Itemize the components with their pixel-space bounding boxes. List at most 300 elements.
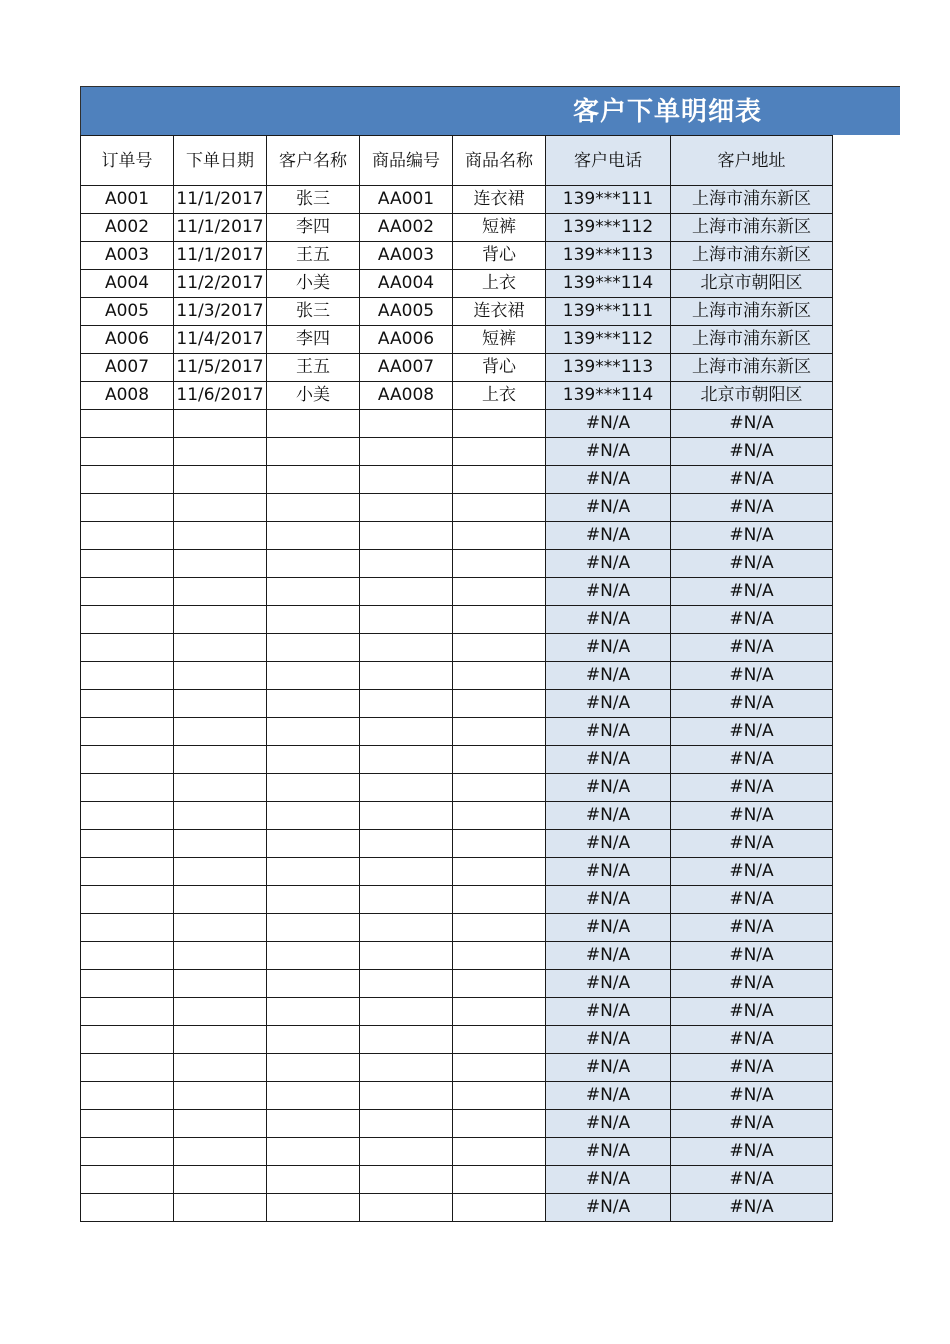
product-name-cell[interactable]: 背心 <box>453 242 546 270</box>
order-id-cell[interactable] <box>81 606 174 634</box>
table-row <box>81 326 833 354</box>
customer-phone-cell[interactable]: #N/A <box>546 550 671 578</box>
order-id-cell[interactable] <box>81 522 174 550</box>
product-name-cell[interactable] <box>453 970 546 998</box>
customer-name-cell[interactable] <box>267 858 360 886</box>
customer-phone-cell[interactable]: #N/A <box>546 746 671 774</box>
order-date-cell[interactable] <box>174 1082 267 1110</box>
customer-name-cell[interactable] <box>267 1166 360 1194</box>
product-id-cell[interactable] <box>360 578 453 606</box>
product-id-cell[interactable] <box>360 438 453 466</box>
product-id-cell[interactable] <box>360 886 453 914</box>
table-row-empty <box>81 634 833 662</box>
customer-address-cell[interactable]: #N/A <box>671 914 833 942</box>
order-date-cell[interactable]: 11/1/2017 <box>174 186 267 214</box>
customer-name-cell[interactable]: 张三 <box>267 298 360 326</box>
product-id-cell[interactable] <box>360 410 453 438</box>
customer-name-cell[interactable]: 小美 <box>267 270 360 298</box>
order-date-cell[interactable] <box>174 774 267 802</box>
product-id-cell[interactable] <box>360 1194 453 1222</box>
customer-address-cell[interactable]: #N/A <box>671 578 833 606</box>
order-id-cell[interactable]: A004 <box>81 270 174 298</box>
product-id-cell[interactable] <box>360 970 453 998</box>
product-id-cell[interactable]: AA005 <box>360 298 453 326</box>
customer-name-cell[interactable] <box>267 410 360 438</box>
customer-phone-cell[interactable]: #N/A <box>546 606 671 634</box>
order-id-cell[interactable] <box>81 550 174 578</box>
customer-phone-cell[interactable]: 139***114 <box>546 382 671 410</box>
order-date-cell[interactable]: 11/1/2017 <box>174 214 267 242</box>
order-date-cell[interactable] <box>174 494 267 522</box>
customer-name-cell[interactable]: 王五 <box>267 354 360 382</box>
customer-address-cell[interactable]: 上海市浦东新区 <box>671 326 833 354</box>
order-date-cell[interactable] <box>174 886 267 914</box>
product-id-cell[interactable] <box>360 1166 453 1194</box>
table-row <box>81 354 833 382</box>
col-header-customer-address[interactable]: 客户地址 <box>671 136 833 186</box>
customer-address-cell[interactable]: #N/A <box>671 718 833 746</box>
product-id-cell[interactable] <box>360 802 453 830</box>
product-name-cell[interactable] <box>453 578 546 606</box>
customer-name-cell[interactable] <box>267 466 360 494</box>
customer-address-cell[interactable]: 上海市浦东新区 <box>671 354 833 382</box>
customer-phone-cell[interactable]: 139***114 <box>546 270 671 298</box>
order-id-cell[interactable] <box>81 970 174 998</box>
table-row-empty <box>81 662 833 690</box>
customer-address-cell[interactable]: 北京市朝阳区 <box>671 382 833 410</box>
product-name-cell[interactable] <box>453 522 546 550</box>
customer-address-cell[interactable]: #N/A <box>671 858 833 886</box>
customer-name-cell[interactable] <box>267 1138 360 1166</box>
customer-phone-cell[interactable]: #N/A <box>546 1110 671 1138</box>
order-id-cell[interactable] <box>81 494 174 522</box>
order-date-cell[interactable]: 11/4/2017 <box>174 326 267 354</box>
customer-address-cell[interactable]: #N/A <box>671 1082 833 1110</box>
customer-address-cell[interactable]: #N/A <box>671 970 833 998</box>
table-row-empty <box>81 942 833 970</box>
product-name-cell[interactable] <box>453 998 546 1026</box>
customer-address-cell[interactable]: #N/A <box>671 634 833 662</box>
order-date-cell[interactable] <box>174 746 267 774</box>
customer-name-cell[interactable] <box>267 578 360 606</box>
customer-phone-cell[interactable]: #N/A <box>546 466 671 494</box>
customer-address-cell[interactable]: #N/A <box>671 438 833 466</box>
product-id-cell[interactable] <box>360 914 453 942</box>
order-id-cell[interactable]: A002 <box>81 214 174 242</box>
table-row-empty <box>81 858 833 886</box>
customer-name-cell[interactable] <box>267 606 360 634</box>
customer-phone-cell[interactable]: #N/A <box>546 914 671 942</box>
product-id-cell[interactable]: AA007 <box>360 354 453 382</box>
customer-phone-cell[interactable]: 139***112 <box>546 326 671 354</box>
product-id-cell[interactable] <box>360 830 453 858</box>
customer-phone-cell[interactable]: #N/A <box>546 774 671 802</box>
table-row-empty <box>81 1138 833 1166</box>
customer-name-cell[interactable] <box>267 1082 360 1110</box>
customer-name-cell[interactable] <box>267 914 360 942</box>
product-id-cell[interactable] <box>360 746 453 774</box>
customer-phone-cell[interactable]: #N/A <box>546 1166 671 1194</box>
order-id-cell[interactable] <box>81 802 174 830</box>
order-id-cell[interactable] <box>81 438 174 466</box>
customer-name-cell[interactable] <box>267 1194 360 1222</box>
order-id-cell[interactable] <box>81 634 174 662</box>
customer-address-cell[interactable]: #N/A <box>671 466 833 494</box>
table-row-empty <box>81 830 833 858</box>
table-row <box>81 298 833 326</box>
customer-address-cell[interactable]: #N/A <box>671 662 833 690</box>
table-row <box>81 186 833 214</box>
customer-phone-cell[interactable]: 139***111 <box>546 186 671 214</box>
table-row <box>81 382 833 410</box>
product-name-cell[interactable] <box>453 494 546 522</box>
customer-address-cell[interactable]: #N/A <box>671 1026 833 1054</box>
customer-address-cell[interactable]: #N/A <box>671 830 833 858</box>
product-id-cell[interactable] <box>360 774 453 802</box>
order-id-cell[interactable] <box>81 662 174 690</box>
customer-name-cell[interactable] <box>267 718 360 746</box>
customer-phone-cell[interactable]: #N/A <box>546 1194 671 1222</box>
col-header-order-date[interactable]: 下单日期 <box>174 136 267 186</box>
order-date-cell[interactable] <box>174 522 267 550</box>
product-id-cell[interactable] <box>360 550 453 578</box>
customer-phone-cell[interactable]: #N/A <box>546 634 671 662</box>
product-name-cell[interactable]: 短裤 <box>453 326 546 354</box>
product-name-cell[interactable] <box>453 550 546 578</box>
customer-name-cell[interactable]: 王五 <box>267 242 360 270</box>
product-id-cell[interactable] <box>360 1054 453 1082</box>
order-date-cell[interactable] <box>174 1026 267 1054</box>
order-table <box>80 135 833 1222</box>
customer-phone-cell[interactable]: 139***112 <box>546 214 671 242</box>
customer-address-cell[interactable]: 上海市浦东新区 <box>671 298 833 326</box>
title-banner <box>80 86 900 135</box>
customer-address-cell[interactable]: #N/A <box>671 802 833 830</box>
customer-name-cell[interactable] <box>267 494 360 522</box>
customer-name-cell[interactable] <box>267 1054 360 1082</box>
customer-phone-cell[interactable]: #N/A <box>546 942 671 970</box>
product-id-cell[interactable]: AA001 <box>360 186 453 214</box>
customer-name-cell[interactable]: 李四 <box>267 326 360 354</box>
product-name-cell[interactable]: 上衣 <box>453 382 546 410</box>
product-id-cell[interactable] <box>360 858 453 886</box>
customer-name-cell[interactable] <box>267 746 360 774</box>
order-date-cell[interactable] <box>174 1110 267 1138</box>
customer-phone-cell[interactable]: #N/A <box>546 830 671 858</box>
customer-phone-cell[interactable]: 139***113 <box>546 354 671 382</box>
table-row <box>81 214 833 242</box>
order-date-cell[interactable] <box>174 830 267 858</box>
product-name-cell[interactable] <box>453 1110 546 1138</box>
order-date-cell[interactable] <box>174 858 267 886</box>
col-header-customer-phone[interactable]: 客户电话 <box>546 136 671 186</box>
col-header-product-name[interactable]: 商品名称 <box>453 136 546 186</box>
product-id-cell[interactable] <box>360 1026 453 1054</box>
customer-phone-cell[interactable]: #N/A <box>546 578 671 606</box>
order-id-cell[interactable] <box>81 942 174 970</box>
customer-name-cell[interactable] <box>267 550 360 578</box>
order-date-cell[interactable] <box>174 550 267 578</box>
product-name-cell[interactable] <box>453 1026 546 1054</box>
order-date-cell[interactable] <box>174 914 267 942</box>
order-id-cell[interactable] <box>81 746 174 774</box>
order-id-cell[interactable]: A007 <box>81 354 174 382</box>
product-name-cell[interactable] <box>453 858 546 886</box>
col-header-order-id[interactable]: 订单号 <box>81 136 174 186</box>
table-row-empty <box>81 1110 833 1138</box>
customer-name-cell[interactable] <box>267 886 360 914</box>
product-name-cell[interactable] <box>453 606 546 634</box>
product-name-cell[interactable] <box>453 634 546 662</box>
product-id-cell[interactable]: AA004 <box>360 270 453 298</box>
customer-address-cell[interactable]: #N/A <box>671 606 833 634</box>
table-row <box>81 270 833 298</box>
customer-address-cell[interactable]: 上海市浦东新区 <box>671 242 833 270</box>
table-row-empty <box>81 1194 833 1222</box>
table-row-empty <box>81 466 833 494</box>
product-name-cell[interactable] <box>453 1166 546 1194</box>
customer-name-cell[interactable] <box>267 1110 360 1138</box>
customer-name-cell[interactable] <box>267 970 360 998</box>
customer-address-cell[interactable]: #N/A <box>671 998 833 1026</box>
order-date-cell[interactable] <box>174 634 267 662</box>
customer-address-cell[interactable]: #N/A <box>671 774 833 802</box>
order-id-cell[interactable] <box>81 1026 174 1054</box>
customer-phone-cell[interactable]: #N/A <box>546 1054 671 1082</box>
order-id-cell[interactable] <box>81 410 174 438</box>
order-date-cell[interactable] <box>174 662 267 690</box>
product-name-cell[interactable] <box>453 914 546 942</box>
table-row <box>81 242 833 270</box>
customer-phone-cell[interactable]: #N/A <box>546 886 671 914</box>
product-name-cell[interactable] <box>453 886 546 914</box>
order-date-cell[interactable] <box>174 1138 267 1166</box>
product-id-cell[interactable] <box>360 662 453 690</box>
product-name-cell[interactable]: 背心 <box>453 354 546 382</box>
customer-phone-cell[interactable]: #N/A <box>546 858 671 886</box>
order-id-cell[interactable]: A001 <box>81 186 174 214</box>
order-date-cell[interactable] <box>174 690 267 718</box>
customer-name-cell[interactable] <box>267 774 360 802</box>
order-date-cell[interactable]: 11/6/2017 <box>174 382 267 410</box>
col-header-customer-name[interactable]: 客户名称 <box>267 136 360 186</box>
table-row-empty <box>81 494 833 522</box>
table-row-empty <box>81 410 833 438</box>
customer-address-cell[interactable]: #N/A <box>671 886 833 914</box>
customer-name-cell[interactable] <box>267 942 360 970</box>
order-id-cell[interactable] <box>81 1054 174 1082</box>
col-header-product-id[interactable]: 商品编号 <box>360 136 453 186</box>
order-date-cell[interactable] <box>174 578 267 606</box>
product-name-cell[interactable] <box>453 942 546 970</box>
customer-phone-cell[interactable]: #N/A <box>546 690 671 718</box>
table-row-empty <box>81 550 833 578</box>
order-id-cell[interactable] <box>81 998 174 1026</box>
product-id-cell[interactable] <box>360 718 453 746</box>
table-row-empty <box>81 802 833 830</box>
product-id-cell[interactable] <box>360 522 453 550</box>
product-id-cell[interactable] <box>360 494 453 522</box>
customer-name-cell[interactable]: 小美 <box>267 382 360 410</box>
customer-address-cell[interactable]: #N/A <box>671 550 833 578</box>
customer-phone-cell[interactable]: #N/A <box>546 662 671 690</box>
product-name-cell[interactable]: 连衣裙 <box>453 186 546 214</box>
customer-address-cell[interactable]: #N/A <box>671 690 833 718</box>
order-id-cell[interactable]: A008 <box>81 382 174 410</box>
table-row-empty <box>81 438 833 466</box>
customer-name-cell[interactable]: 李四 <box>267 214 360 242</box>
product-id-cell[interactable] <box>360 1138 453 1166</box>
table-row-empty <box>81 998 833 1026</box>
customer-address-cell[interactable]: #N/A <box>671 1194 833 1222</box>
customer-address-cell[interactable]: #N/A <box>671 1054 833 1082</box>
customer-name-cell[interactable] <box>267 1026 360 1054</box>
product-id-cell[interactable]: AA002 <box>360 214 453 242</box>
product-name-cell[interactable] <box>453 1054 546 1082</box>
customer-name-cell[interactable] <box>267 998 360 1026</box>
product-id-cell[interactable] <box>360 466 453 494</box>
customer-phone-cell[interactable]: #N/A <box>546 438 671 466</box>
order-id-cell[interactable] <box>81 1194 174 1222</box>
product-name-cell[interactable] <box>453 1138 546 1166</box>
table-row-empty <box>81 746 833 774</box>
order-date-cell[interactable] <box>174 410 267 438</box>
customer-name-cell[interactable] <box>267 522 360 550</box>
order-id-cell[interactable] <box>81 466 174 494</box>
product-name-cell[interactable] <box>453 466 546 494</box>
product-name-cell[interactable] <box>453 690 546 718</box>
product-name-cell[interactable]: 连衣裙 <box>453 298 546 326</box>
order-date-cell[interactable] <box>174 1194 267 1222</box>
customer-phone-cell[interactable]: #N/A <box>546 494 671 522</box>
order-date-cell[interactable] <box>174 970 267 998</box>
product-name-cell[interactable] <box>453 746 546 774</box>
order-date-cell[interactable] <box>174 802 267 830</box>
order-id-cell[interactable]: A005 <box>81 298 174 326</box>
customer-phone-cell[interactable]: #N/A <box>546 998 671 1026</box>
customer-phone-cell[interactable]: 139***113 <box>546 242 671 270</box>
customer-phone-cell[interactable]: #N/A <box>546 718 671 746</box>
customer-address-cell[interactable]: #N/A <box>671 1166 833 1194</box>
order-date-cell[interactable] <box>174 1054 267 1082</box>
customer-name-cell[interactable] <box>267 634 360 662</box>
table-row-empty <box>81 1026 833 1054</box>
order-id-cell[interactable]: A003 <box>81 242 174 270</box>
order-id-cell[interactable] <box>81 690 174 718</box>
product-name-cell[interactable] <box>453 1194 546 1222</box>
order-date-cell[interactable] <box>174 438 267 466</box>
product-id-cell[interactable] <box>360 634 453 662</box>
customer-name-cell[interactable] <box>267 438 360 466</box>
customer-address-cell[interactable]: 北京市朝阳区 <box>671 270 833 298</box>
order-id-cell[interactable] <box>81 578 174 606</box>
product-name-cell[interactable]: 上衣 <box>453 270 546 298</box>
table-row-empty <box>81 914 833 942</box>
product-id-cell[interactable]: AA006 <box>360 326 453 354</box>
order-id-cell[interactable] <box>81 1166 174 1194</box>
customer-address-cell[interactable]: #N/A <box>671 410 833 438</box>
order-id-cell[interactable] <box>81 830 174 858</box>
product-name-cell[interactable] <box>453 774 546 802</box>
customer-phone-cell[interactable]: #N/A <box>546 1138 671 1166</box>
product-name-cell[interactable] <box>453 1082 546 1110</box>
order-date-cell[interactable] <box>174 466 267 494</box>
order-date-cell[interactable] <box>174 942 267 970</box>
product-id-cell[interactable]: AA003 <box>360 242 453 270</box>
product-id-cell[interactable] <box>360 998 453 1026</box>
table-row-empty <box>81 1166 833 1194</box>
customer-name-cell[interactable] <box>267 690 360 718</box>
sheet-title: 客户下单明细表 <box>573 97 763 127</box>
table-row-empty <box>81 606 833 634</box>
product-id-cell[interactable]: AA008 <box>360 382 453 410</box>
order-id-cell[interactable] <box>81 774 174 802</box>
customer-address-cell[interactable]: 上海市浦东新区 <box>671 186 833 214</box>
product-name-cell[interactable] <box>453 662 546 690</box>
customer-phone-cell[interactable]: #N/A <box>546 410 671 438</box>
customer-address-cell[interactable]: #N/A <box>671 1138 833 1166</box>
product-id-cell[interactable] <box>360 690 453 718</box>
product-id-cell[interactable] <box>360 606 453 634</box>
table-row-empty <box>81 690 833 718</box>
customer-address-cell[interactable]: #N/A <box>671 494 833 522</box>
product-name-cell[interactable] <box>453 802 546 830</box>
order-id-cell[interactable] <box>81 1082 174 1110</box>
customer-phone-cell[interactable]: #N/A <box>546 1082 671 1110</box>
customer-address-cell[interactable]: 上海市浦东新区 <box>671 214 833 242</box>
customer-phone-cell[interactable]: #N/A <box>546 1026 671 1054</box>
order-date-cell[interactable] <box>174 606 267 634</box>
customer-phone-cell[interactable]: #N/A <box>546 522 671 550</box>
order-date-cell[interactable]: 11/1/2017 <box>174 242 267 270</box>
product-id-cell[interactable] <box>360 1110 453 1138</box>
product-id-cell[interactable] <box>360 942 453 970</box>
order-id-cell[interactable]: A006 <box>81 326 174 354</box>
customer-name-cell[interactable]: 张三 <box>267 186 360 214</box>
order-id-cell[interactable] <box>81 914 174 942</box>
order-date-cell[interactable] <box>174 1166 267 1194</box>
order-date-cell[interactable] <box>174 998 267 1026</box>
order-id-cell[interactable] <box>81 886 174 914</box>
order-id-cell[interactable] <box>81 858 174 886</box>
product-id-cell[interactable] <box>360 1082 453 1110</box>
product-name-cell[interactable] <box>453 438 546 466</box>
order-id-cell[interactable] <box>81 1138 174 1166</box>
table-row-empty <box>81 886 833 914</box>
table-row-empty <box>81 522 833 550</box>
customer-address-cell[interactable]: #N/A <box>671 522 833 550</box>
order-date-cell[interactable]: 11/3/2017 <box>174 298 267 326</box>
product-name-cell[interactable] <box>453 410 546 438</box>
customer-name-cell[interactable] <box>267 662 360 690</box>
order-date-cell[interactable] <box>174 718 267 746</box>
customer-address-cell[interactable]: #N/A <box>671 942 833 970</box>
customer-name-cell[interactable] <box>267 830 360 858</box>
product-name-cell[interactable] <box>453 718 546 746</box>
order-id-cell[interactable] <box>81 1110 174 1138</box>
order-date-cell[interactable]: 11/2/2017 <box>174 270 267 298</box>
order-date-cell[interactable]: 11/5/2017 <box>174 354 267 382</box>
product-name-cell[interactable]: 短裤 <box>453 214 546 242</box>
product-name-cell[interactable] <box>453 830 546 858</box>
customer-phone-cell[interactable]: #N/A <box>546 970 671 998</box>
customer-address-cell[interactable]: #N/A <box>671 1110 833 1138</box>
order-id-cell[interactable] <box>81 718 174 746</box>
customer-address-cell[interactable]: #N/A <box>671 746 833 774</box>
customer-phone-cell[interactable]: 139***111 <box>546 298 671 326</box>
customer-phone-cell[interactable]: #N/A <box>546 802 671 830</box>
customer-name-cell[interactable] <box>267 802 360 830</box>
